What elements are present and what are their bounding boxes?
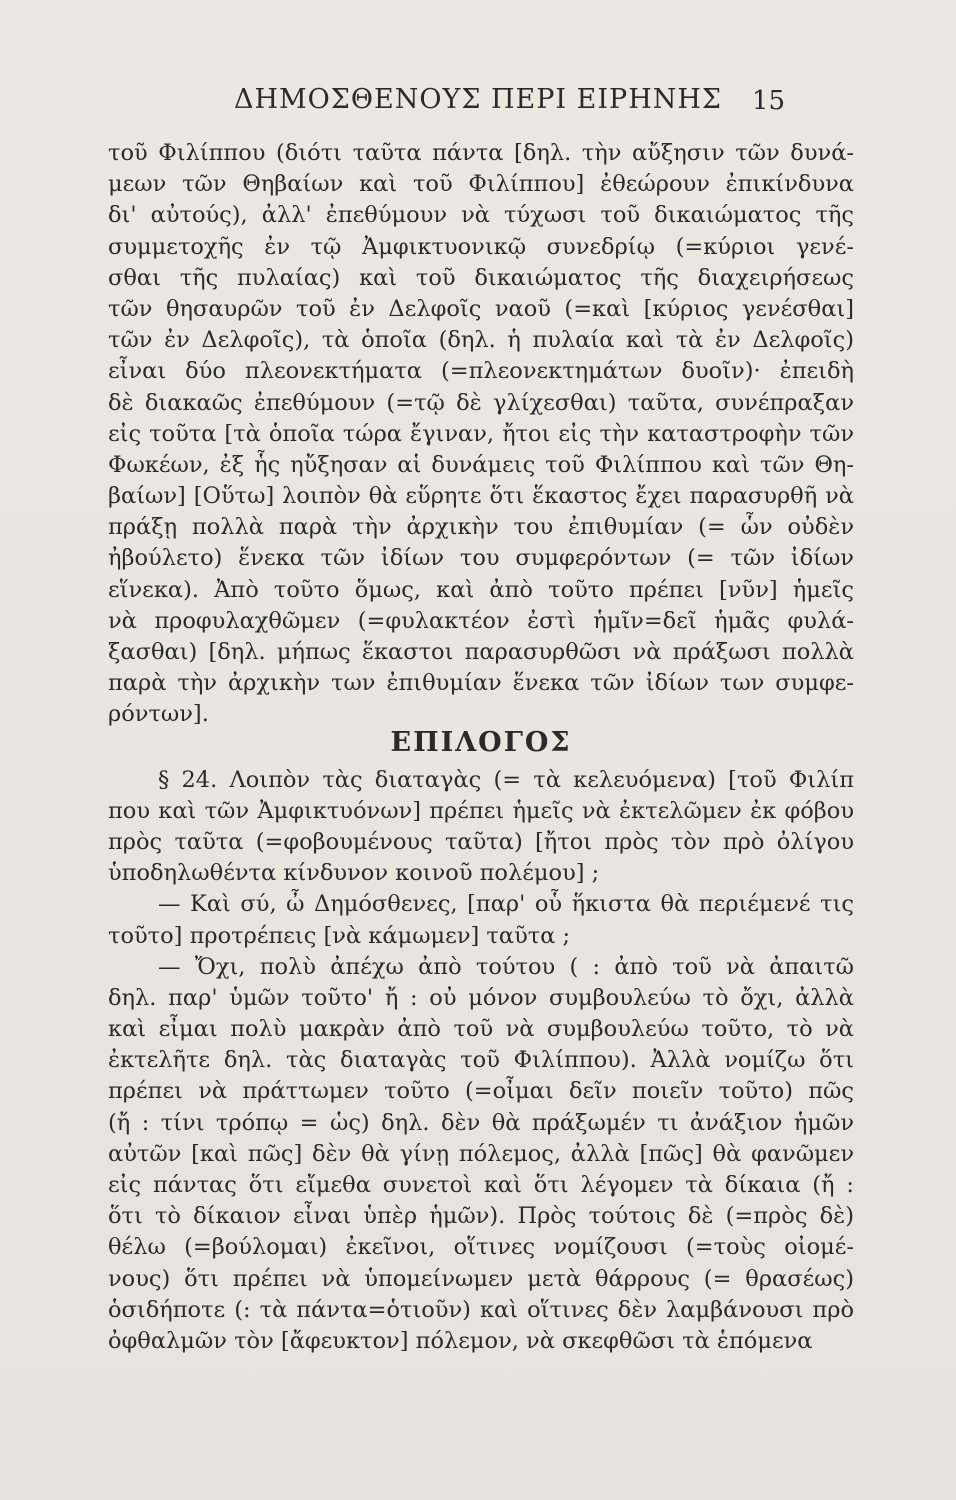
text-line: (ἤ : τίνι τρόπῳ = ὡς) δηλ. δὲν θὰ πράξωμέν τι ἀνάξιον ἡμῶν [108,1109,854,1136]
text-line: βαίων] [Οὕτω] λοιπὸν θὰ εὕρητε ὅτι ἕκαστος ἔχει παρασυρθῆ νὰ [108,483,854,510]
text-line: εἰς πάντας ὅτι εἴμεθα συνετοὶ καὶ ὅτι λέγομεν τὰ δίκαια (ἤ : [108,1172,854,1198]
text-line: ὅτι τὸ δίκαιον εἶναι ὑπὲρ ἡμῶν). Πρὸς τούτοις δὲ (=πρὸς δὲ) [108,1203,854,1230]
text-line: § 24. Λοιπὸν τὰς διαταγὰς (= τὰ κελευόμενα) [τοῦ Φιλίπ [158,766,854,793]
text-line: τῶν θησαυρῶν τοῦ ἐν Δελφοῖς ναοῦ (=καὶ [κύριος γενέσθαι] [108,295,854,322]
text-line: πρέπει νὰ πράττωμεν τοῦτο (=οἶμαι δεῖν ποιεῖν τοῦτο) πῶς [108,1078,854,1105]
text-line: — Καὶ σύ, ὦ Δημόσθενες, [παρ' οὗ ἥκιστα θὰ περιέμενέ τις [158,891,854,918]
running-title: ΔΗΜΟΣΘΕΝΟΥΣ ΠΕΡΙ ΕΙΡΗΝΗΣ [233,84,723,115]
text-line: που καὶ τῶν Ἀμφικτυόνων] πρέπει ἡμεῖς νὰ ἐκτελῶμεν ἐκ φόβου [108,797,854,824]
text-line: δηλ. παρ' ὑμῶν τοῦτο' ἤ : οὐ μόνον συμβουλεύω τὸ ὄχι, ἀλλὰ [108,984,854,1011]
text-line: ὁσιδήποτε (: τὰ πάντα=ὁτιοῦν) καὶ οἵτινες δὲν λαμβάνουσι πρὸ [108,1296,854,1323]
text-line: ἠβούλετο) ἕνεκα τῶν ἰδίων του συμφερόντων (= τῶν ἰδίων [108,545,854,572]
text-line: τοῦτο] προτρέπεις [νὰ κάμωμεν] ταῦτα ; [108,922,571,949]
text-line: τῶν ἐν Δελφοῖς), τὰ ὁποῖα (δηλ. ἡ πυλαία καὶ τὰ ἐν Δελφοῖς) [108,327,854,354]
text-line: πρὸς ταῦτα (=φοβουμένους ταῦτα) [ἤτοι πρὸς τὸν πρὸ ὀλίγου [108,828,854,855]
text-line: εἵνεκα). Ἀπὸ τοῦτο ὅμως, καὶ ἀπὸ τοῦτο πρέπει [νῦν] ἡμεῖς [108,576,854,603]
paragraph-2 [108,765,854,890]
text-line: δι' αὐτούς), ἀλλ' ἐπεθύμουν νὰ τύχωσι τοῦ δικαιώματος τῆς [108,202,854,229]
text-line: συμμετοχῆς ἐν τῷ Ἀμφικτυονικῷ συνεδρίῳ (=κύριοι γενέ- [108,233,854,260]
text-line: καὶ εἶμαι πολὺ μακρὰν ἀπὸ τοῦ νὰ συμβουλεύω τοῦτο, τὸ νὰ [108,1016,854,1043]
text-line: δὲ διακαῶς ἐπεθύμουν (=τῷ δὲ γλίχεσθαι) ταῦτα, συνέπραξαν [108,389,854,416]
text-line: ὀφθαλμῶν τὸν [ἄφευκτον] πόλεμον, νὰ σκεφθῶσι τὰ ἑπόμενα [108,1327,813,1354]
text-line: ἐκτελῆτε δηλ. τὰς διαταγὰς τοῦ Φιλίππου). Ἀλλὰ νομίζω ὅτι [108,1047,854,1074]
text-line: — Ὄχι, πολὺ ἀπέχω ἀπὸ τούτου ( : ἀπὸ τοῦ νὰ ἀπαιτῶ [158,953,854,980]
text-line: εἶναι δύο πλεονεκτήματα (=πλεονεκτημάτων δυοῖν)· ἐπειδὴ [108,358,854,385]
text-line: ὑποδηλωθέντα κίνδυνον κοινοῦ πολέμου] ; [108,860,600,887]
page-number: 15 [752,86,786,116]
paragraph-3 [108,889,854,951]
text-line: νὰ προφυλαχθῶμεν (=φυλακτέον ἐστὶ ἡμῖν=δεῖ ἡμᾶς φυλά- [108,607,854,634]
text-line: αὐτῶν [καὶ πῶς] δὲν θὰ γίνῃ πόλεμος, ἀλλὰ [πῶς] θὰ φανῶμεν [108,1140,854,1167]
paragraph-4 [108,952,854,1357]
body-text [108,138,854,1357]
text-line: σθαι τῆς πυλαίας) καὶ τοῦ δικαιώματος τῆς διαχειρήσεως [108,264,854,291]
text-line: μεων τῶν Θηβαίων καὶ τοῦ Φιλίππου] ἐθεώρουν ἐπικίνδυνα [108,171,854,198]
text-line: πράξῃ πολλὰ παρὰ τὴν ἀρχικὴν του ἐπιθυμίαν (= ὧν οὐδὲν [108,514,854,541]
text-line: νους) ὅτι πρέπει νὰ ὑπομείνωμεν μετὰ θάρρους (= θρασέως) [108,1265,854,1292]
text-line: ξασθαι) [δηλ. μήπως ἕκαστοι παρασυρθῶσι νὰ πράξωσι πολλὰ [108,639,854,665]
text-line: θέλω (=βούλομαι) ἐκεῖνοι, οἵτινες νομίζουσι (=τοὺς οἰομέ- [108,1234,854,1261]
text-line: παρὰ τὴν ἀρχικὴν των ἐπιθυμίαν ἕνεκα τῶν ἰδίων των συμφε- [108,670,854,697]
text-line: ρόντων]. [108,701,209,728]
text-line: εἰς τοῦτα [τὰ ὁποῖα τώρα ἔγιναν, ἤτοι εἰς τὴν καταστροφὴν τῶν [108,420,854,447]
paragraph-1 [108,138,854,731]
text-line: Φωκέων, ἐξ ἧς ηὔξησαν αἱ δυνάμεις τοῦ Φιλίππου καὶ τῶν Θη- [108,451,854,478]
text-line: τοῦ Φιλίππου (διότι ταῦτα πάντα [δηλ. τὴν αὔξησιν τῶν δυνά- [108,140,854,166]
section-title: ΕΠΙΛΟΓΟΣ [390,726,572,758]
